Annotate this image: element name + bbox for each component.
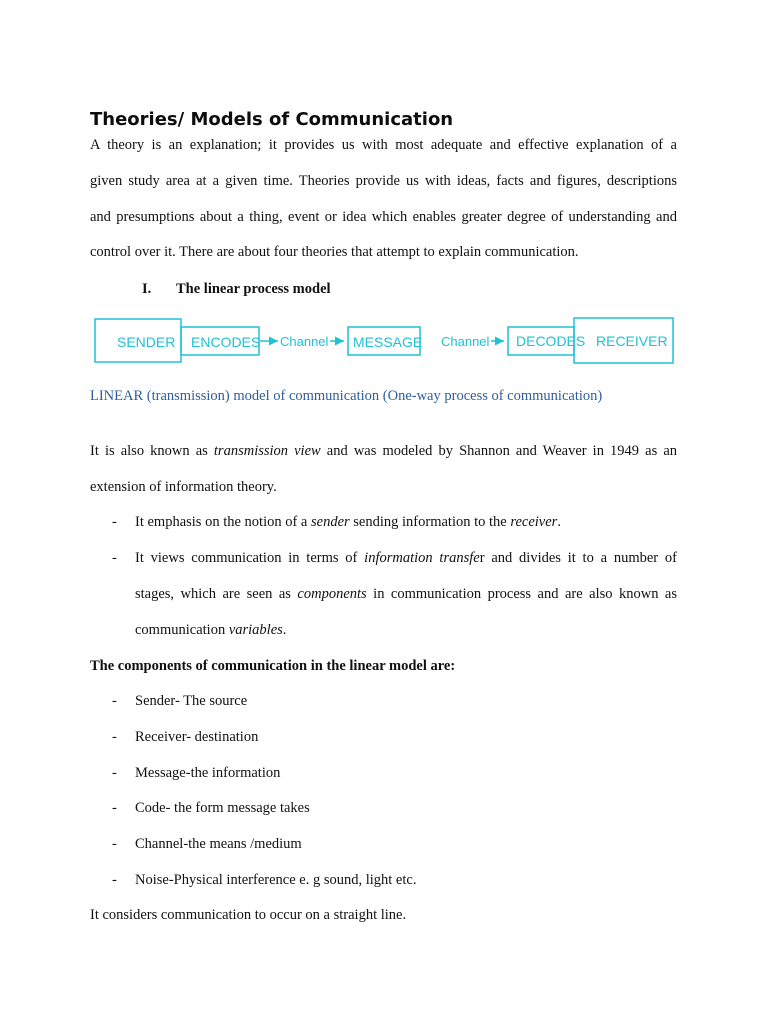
bullet-emphasis: components bbox=[297, 586, 367, 602]
bullet-text: . bbox=[557, 514, 561, 530]
bullet-emphasis: information transfe bbox=[364, 550, 480, 566]
component-dash: - bbox=[112, 836, 117, 852]
intro-line-3: and presumptions about a thing, event or idea which enables greater degree of understanding and bbox=[90, 209, 677, 225]
section-number: I. bbox=[142, 281, 152, 297]
bullet-text: . bbox=[282, 622, 287, 638]
bullet-emphasis: variables bbox=[228, 622, 283, 638]
component-item: Channel-the means /medium bbox=[135, 836, 302, 852]
diagram-caption: LINEAR (transmission) model of communication (One-way process of communication) bbox=[90, 388, 603, 404]
bullet-emphasis: sender bbox=[310, 514, 350, 530]
components-heading: The components of communication in the linear model are: bbox=[90, 658, 456, 674]
channel-label-1: Channel bbox=[280, 334, 329, 349]
bullet-1 bbox=[135, 514, 561, 531]
bullet-text: stages, which are seen as bbox=[135, 586, 298, 602]
component-item: Noise-Physical interference e. g sound, light etc. bbox=[135, 872, 417, 888]
component-dash: - bbox=[112, 729, 117, 745]
decodes-label: DECODES bbox=[516, 333, 586, 349]
component-dash: - bbox=[112, 765, 117, 781]
component-item: Code- the form message takes bbox=[135, 800, 310, 816]
intro-line-4: control over it. There are about four theories that attempt to explain communication. bbox=[90, 244, 579, 260]
bullet-emphasis: receiver bbox=[510, 514, 558, 530]
channel-label-2: Channel bbox=[441, 334, 490, 349]
message-label: MESSAGE bbox=[353, 334, 423, 350]
section-heading bbox=[142, 281, 331, 298]
intro-line-2: given study area at a given time. Theories provide us with ideas, facts and figures, descriptions bbox=[90, 173, 677, 189]
bullet-text: in communication process and are also known as bbox=[366, 586, 677, 602]
section-title: The linear process model bbox=[176, 281, 331, 297]
bullet-text: communication bbox=[135, 622, 229, 638]
para2-line-2: extension of information theory. bbox=[90, 479, 277, 495]
component-item: Message-the information bbox=[135, 765, 281, 781]
para2-line-1 bbox=[90, 443, 677, 460]
page-title: Theories/ Models of Communication bbox=[90, 109, 454, 130]
component-item: Sender- The source bbox=[135, 693, 248, 709]
sender-label: SENDER bbox=[117, 334, 176, 350]
bullet-dash: - bbox=[112, 550, 117, 566]
component-dash: - bbox=[112, 872, 117, 888]
bullet-text: sending information to the bbox=[349, 514, 511, 530]
bullet-dash: - bbox=[112, 514, 117, 530]
component-dash: - bbox=[112, 800, 117, 816]
linear-model-diagram bbox=[94, 315, 676, 365]
para2-text: It is also known as bbox=[90, 443, 214, 459]
bullet-2-line-1 bbox=[135, 550, 677, 567]
closing-line: It considers communication to occur on a straight line. bbox=[90, 907, 407, 923]
bullet-text: It views communication in terms of bbox=[135, 550, 365, 566]
bullet-2-line-2 bbox=[135, 586, 677, 603]
intro-line-1: A theory is an explanation; it provides us with most adequate and effective explanation of a bbox=[90, 137, 677, 153]
bullet-text: r and divides it to a number of bbox=[479, 550, 677, 566]
para2-text: and was modeled by Shannon and Weaver in 1949 as an bbox=[320, 443, 678, 459]
component-item: Receiver- destination bbox=[135, 729, 259, 745]
para2-emphasis: transmission view bbox=[213, 443, 321, 459]
component-dash: - bbox=[112, 693, 117, 709]
receiver-label: RECEIVER bbox=[596, 333, 668, 349]
bullet-text: It emphasis on the notion of a bbox=[135, 514, 311, 530]
bullet-2-line-3 bbox=[135, 622, 286, 639]
encodes-label: ENCODES bbox=[191, 334, 261, 350]
